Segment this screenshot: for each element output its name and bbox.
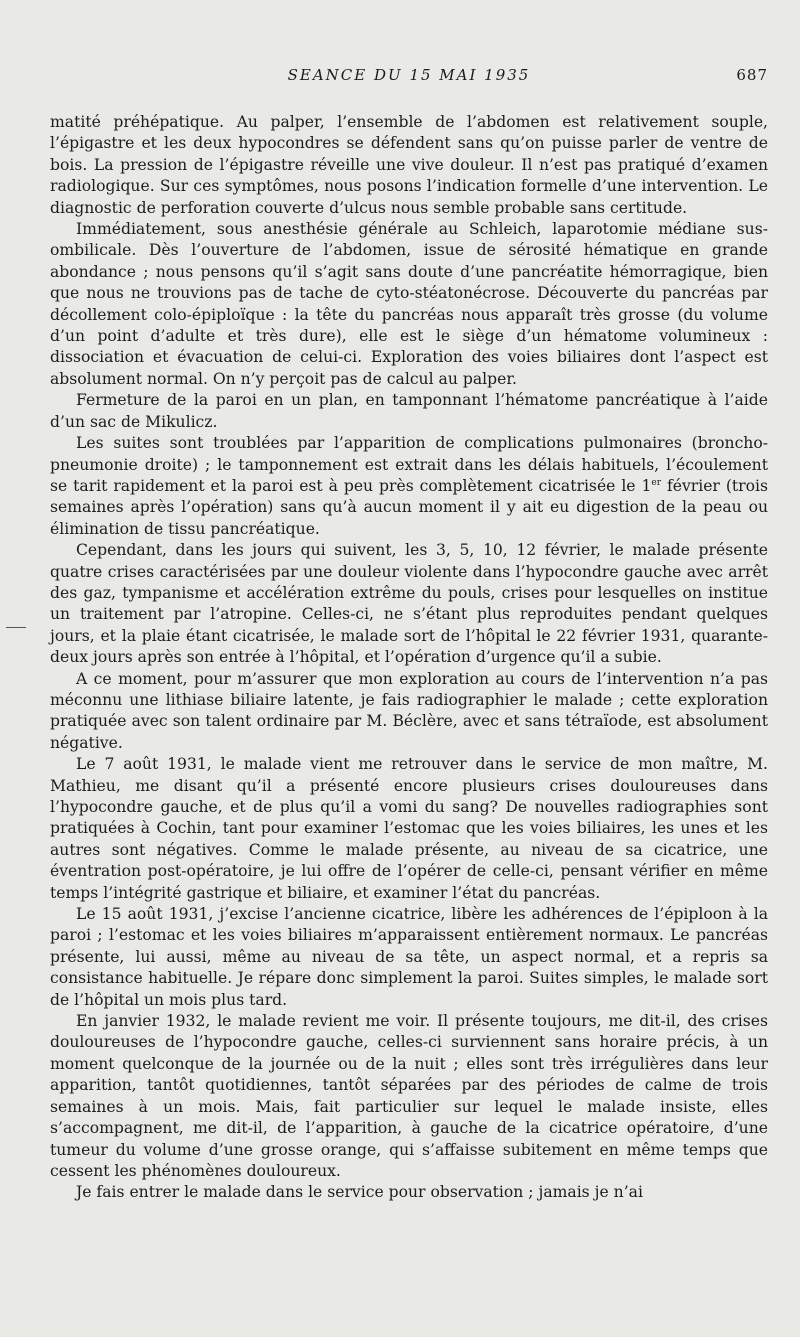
running-title: SEANCE DU 15 MAI 1935 — [287, 66, 531, 84]
paragraph — [50, 433, 768, 540]
ordinal-superscript: er — [651, 477, 662, 488]
paragraph: matité préhépatique. Au palper, l’ensemble de l’abdomen est relativement souple, l’épigastre et les deux hypocondres se défendent sans qu’on puisse parler de ventre de bois. La pression de l’épigastre réveille une vive douleur. Il n’est pas pratiqué d’examen radiologique. Sur ces symptômes, nous posons l’indication formelle d’une intervention. Le diagnostic de perforation couverte d’ulcus nous semble probable sans certitude. — [50, 113, 768, 217]
margin-mark — [6, 627, 26, 628]
page-number: 687 — [736, 66, 768, 84]
paragraph-text: février (trois semaines après l’opération) sans qu’à aucun moment il y ait eu digestion de la peau ou élimination de tissu pancréatique. — [50, 476, 769, 538]
paragraph: Immédiatement, sous anesthésie générale au Schleich, laparotomie médiane sus-ombilicale. Dès l’ouverture de l’abdomen, issue de sérosité hématique en grande abondance ; nous pensons qu’il s’agit sans doute d’une pancréatite hémorragique, bien que nous ne trouvions pas de tache de cyto-stéatonécrose. Découverte du pancréas par décollement colo-épiploïque : la tête du pancréas nous apparaît très grosse (du volume d’un point d’adulte et très dure), elle est le siège d’un hématome volumineux : dissociation et évacuation de celui-ci. Exploration des voies biliaires dont l’aspect est absolument normal. On n’y perçoit pas de calcul au palper. — [50, 220, 768, 388]
paragraph: A ce moment, pour m’assurer que mon exploration au cours de l’intervention n’a pas méconnu une lithiase biliaire latente, je fais radiographier le malade ; cette exploration pratiquée avec son talent ordinaire par M. Béclère, avec et sans tétraïode, est absolument négative. — [50, 669, 768, 752]
paragraph: Fermeture de la paroi en un plan, en tamponnant l’hématome pancréatique à l’aide d’un sac de Mikulicz. — [50, 391, 768, 431]
paragraph: Le 7 août 1931, le malade vient me retrouver dans le service de mon maître, M. Mathieu, me disant qu’il a présenté encore plusieurs crises douloureuses dans l’hypocondre gauche, et de plus qu’il a vomi du sang? De nouvelles radiographies sont pratiquées à Cochin, tant pour examiner l’estomac que les voies biliaires, les unes et les autres sont négatives. Comme le malade présente, au niveau de sa cicatrice, une éventration post-opératoire, je lui offre de l’opérer de celle-ci, pensant vérifier en même temps l’intégrité gastrique et biliaire, et examiner l’état du pancréas. — [50, 755, 768, 902]
running-header — [50, 66, 768, 92]
paragraph: Je fais entrer le malade dans le service pour observation ; jamais je n’ai — [76, 1183, 643, 1202]
paragraph: Cependant, dans les jours qui suivent, les 3, 5, 10, 12 février, le malade présente quatre crises caractérisées par une douleur violente dans l’hypocondre gauche avec arrêt des gaz, tympanisme et accélération extrême du pouls, crises pour lesquelles on institue un traitement par l’atropine. Celles-ci, ne s’étant plus reproduites pendant quelques jours, et la plaie étant cicatrisée, le malade sort de l’hôpital le 22 février 1931, quarante-deux jours après son entrée à l’hôpital, et l’opération d’urgence qu’il a subie. — [50, 541, 768, 667]
body-text — [50, 112, 768, 1204]
paragraph: En janvier 1932, le malade revient me voir. Il présente toujours, me dit-il, des crises douloureuses de l’hypocondre gauche, celles-ci surviennent sans horaire précis, à un moment quelconque de la journée ou de la nuit ; elles sont très irrégulières dans leur apparition, tantôt quotidiennes, tantôt séparées par des périodes de calme de trois semaines à un mois. Mais, fait particulier sur lequel le malade insiste, elles s’accompagnent, me dit-il, de l’apparition, à gauche de la cicatrice opératoire, d’une tumeur du volume d’une grosse orange, qui s’affaisse subitement en même temps que cessent les phénomènes douloureux. — [50, 1012, 768, 1180]
paragraph: Le 15 août 1931, j’excise l’ancienne cicatrice, libère les adhérences de l’épiploon à la paroi ; l’estomac et les voies biliaires m’apparaissent entièrement normaux. Le pancréas présente, lui aussi, même au niveau de sa tête, un aspect normal, et a repris sa consistance habituelle. Je répare donc simplement la paroi. Suites simples, le malade sort de l’hôpital un mois plus tard. — [50, 905, 768, 1009]
paragraph-text: Les suites sont troublées par l’apparition de complications pulmonaires (broncho-pneumonie droite) ; le tamponnement est extrait dans les délais habituels, l’écoulement se tarit rapidement et la paroi est à peu près complètement cicatrisée le 1 — [50, 434, 768, 495]
